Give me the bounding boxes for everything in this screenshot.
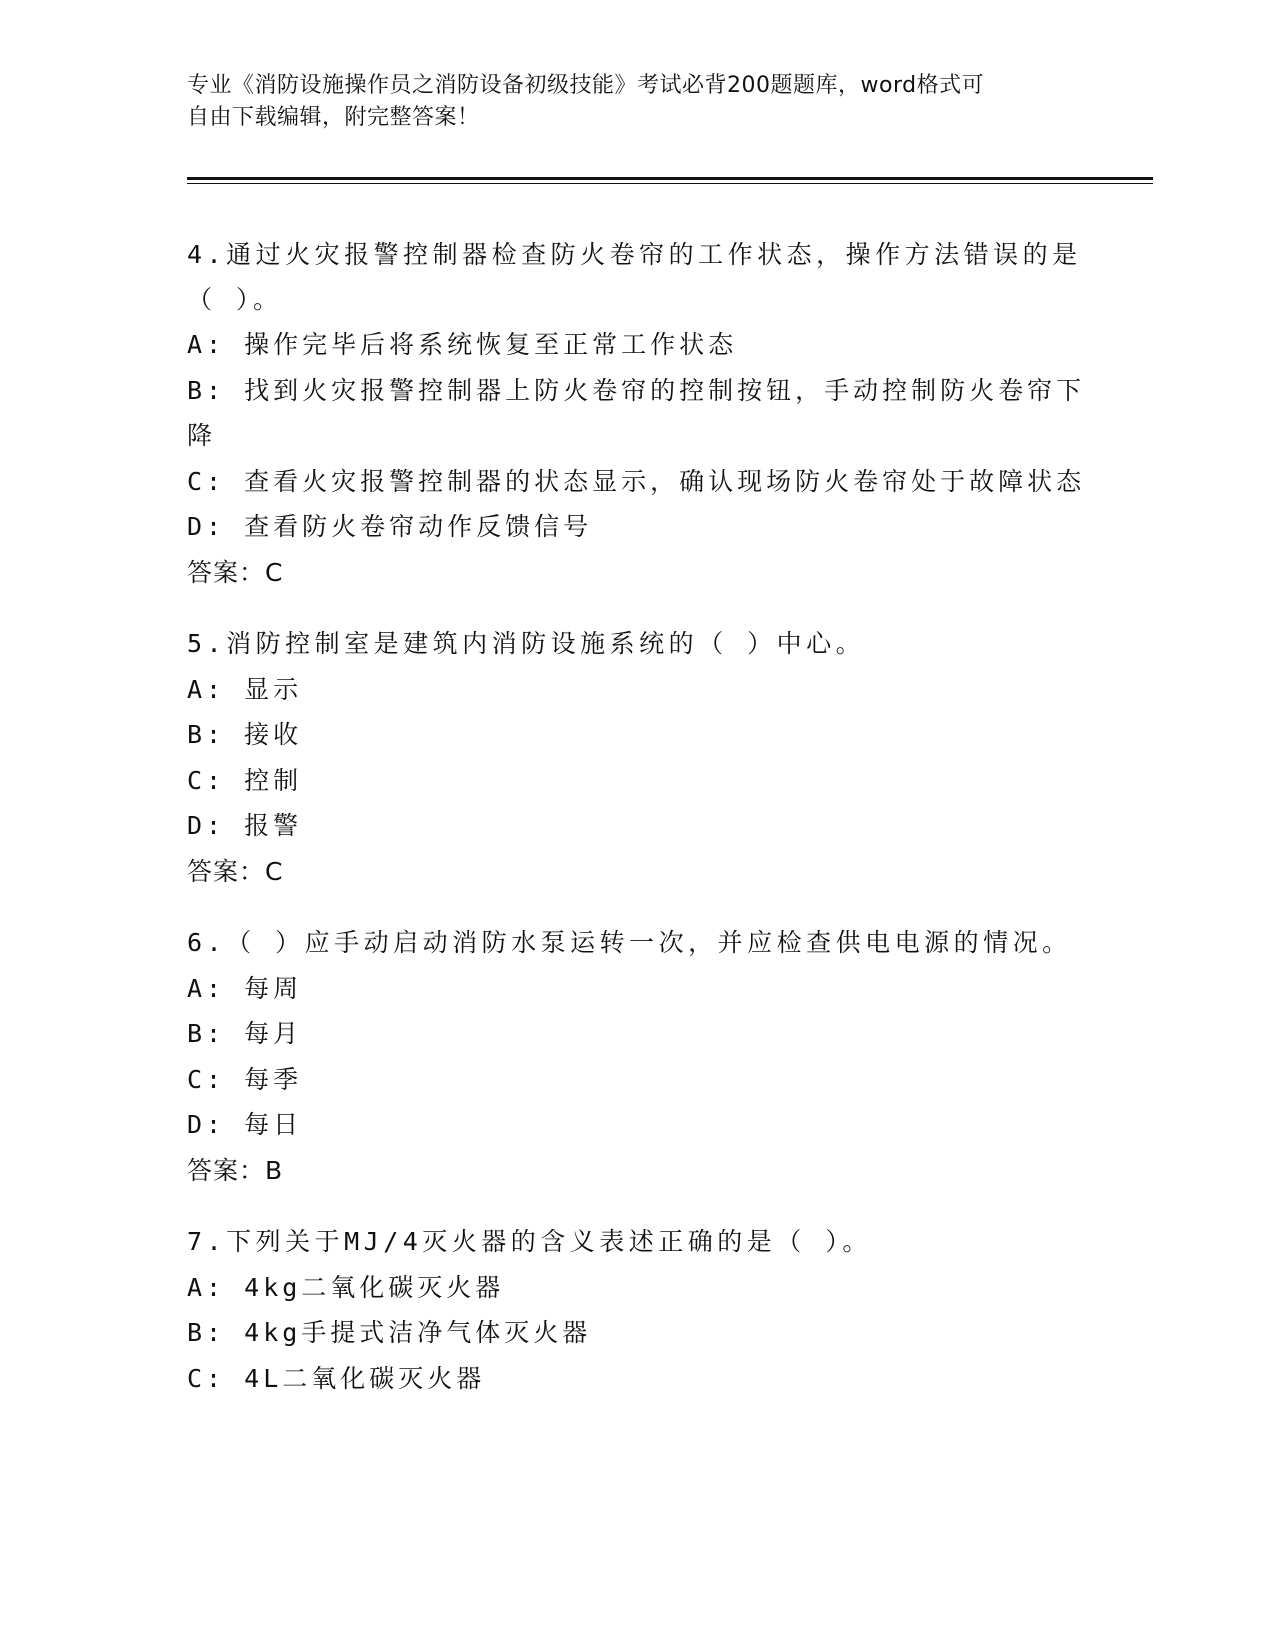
question-stem: 6.（ ）应手动启动消防水泵运转一次，并应检查供电电源的情况。: [187, 928, 1072, 957]
question-stem: 4.通过火灾报警控制器检查防火卷帘的工作状态，操作方法错误的是: [187, 240, 1082, 269]
header-divider-thin: [187, 183, 1153, 184]
answer-line: 答案：B: [187, 1155, 284, 1185]
question-7: [187, 1219, 1087, 1401]
answer-line: 答案：C: [187, 856, 284, 886]
option-b: B: 4kg手提式洁净气体灭火器: [187, 1318, 592, 1347]
header-line-1: 专业《消防设施操作员之消防设备初级技能》考试必背200题题库，word格式可: [187, 73, 985, 98]
option-d: D: 每日: [187, 1110, 303, 1139]
option-c: C: 4L二氧化碳灭火器: [187, 1363, 486, 1393]
question-list: [187, 232, 1087, 1427]
option-c: C: 控制: [187, 765, 303, 795]
question-5: [187, 621, 1087, 894]
option-c: C: 查看火灾报警控制器的状态显示，确认现场防火卷帘处于故障状态: [187, 466, 1086, 496]
option-a: A: 4kg二氧化碳灭火器: [187, 1272, 505, 1302]
option-d: D: 查看防火卷帘动作反馈信号: [187, 512, 593, 541]
option-b-continued: 降: [187, 421, 217, 450]
option-a: A: 操作完毕后将系统恢复至正常工作状态: [187, 330, 738, 359]
option-b: B: 每月: [187, 1019, 303, 1048]
answer-line: 答案：C: [187, 557, 284, 587]
question-4: [187, 232, 1087, 595]
option-a: A: 每周: [187, 973, 303, 1003]
option-b: B: 找到火灾报警控制器上防火卷帘的控制按钮，手动控制防火卷帘下: [187, 375, 1086, 405]
document-header: [187, 70, 1087, 134]
option-d: D: 报警: [187, 811, 303, 840]
question-stem-continued: （ ）。: [187, 285, 283, 314]
header-line-2: 自由下载编辑，附完整答案！: [187, 105, 480, 130]
option-a: A: 显示: [187, 674, 303, 704]
option-c: C: 每季: [187, 1064, 303, 1094]
question-6: [187, 920, 1087, 1193]
option-b: B: 接收: [187, 720, 303, 749]
question-stem: 7.下列关于MJ/4灭火器的含义表述正确的是（ ）。: [187, 1227, 872, 1256]
question-stem: 5.消防控制室是建筑内消防设施系统的（ ）中心。: [187, 629, 866, 658]
header-divider-thick: [187, 177, 1153, 180]
